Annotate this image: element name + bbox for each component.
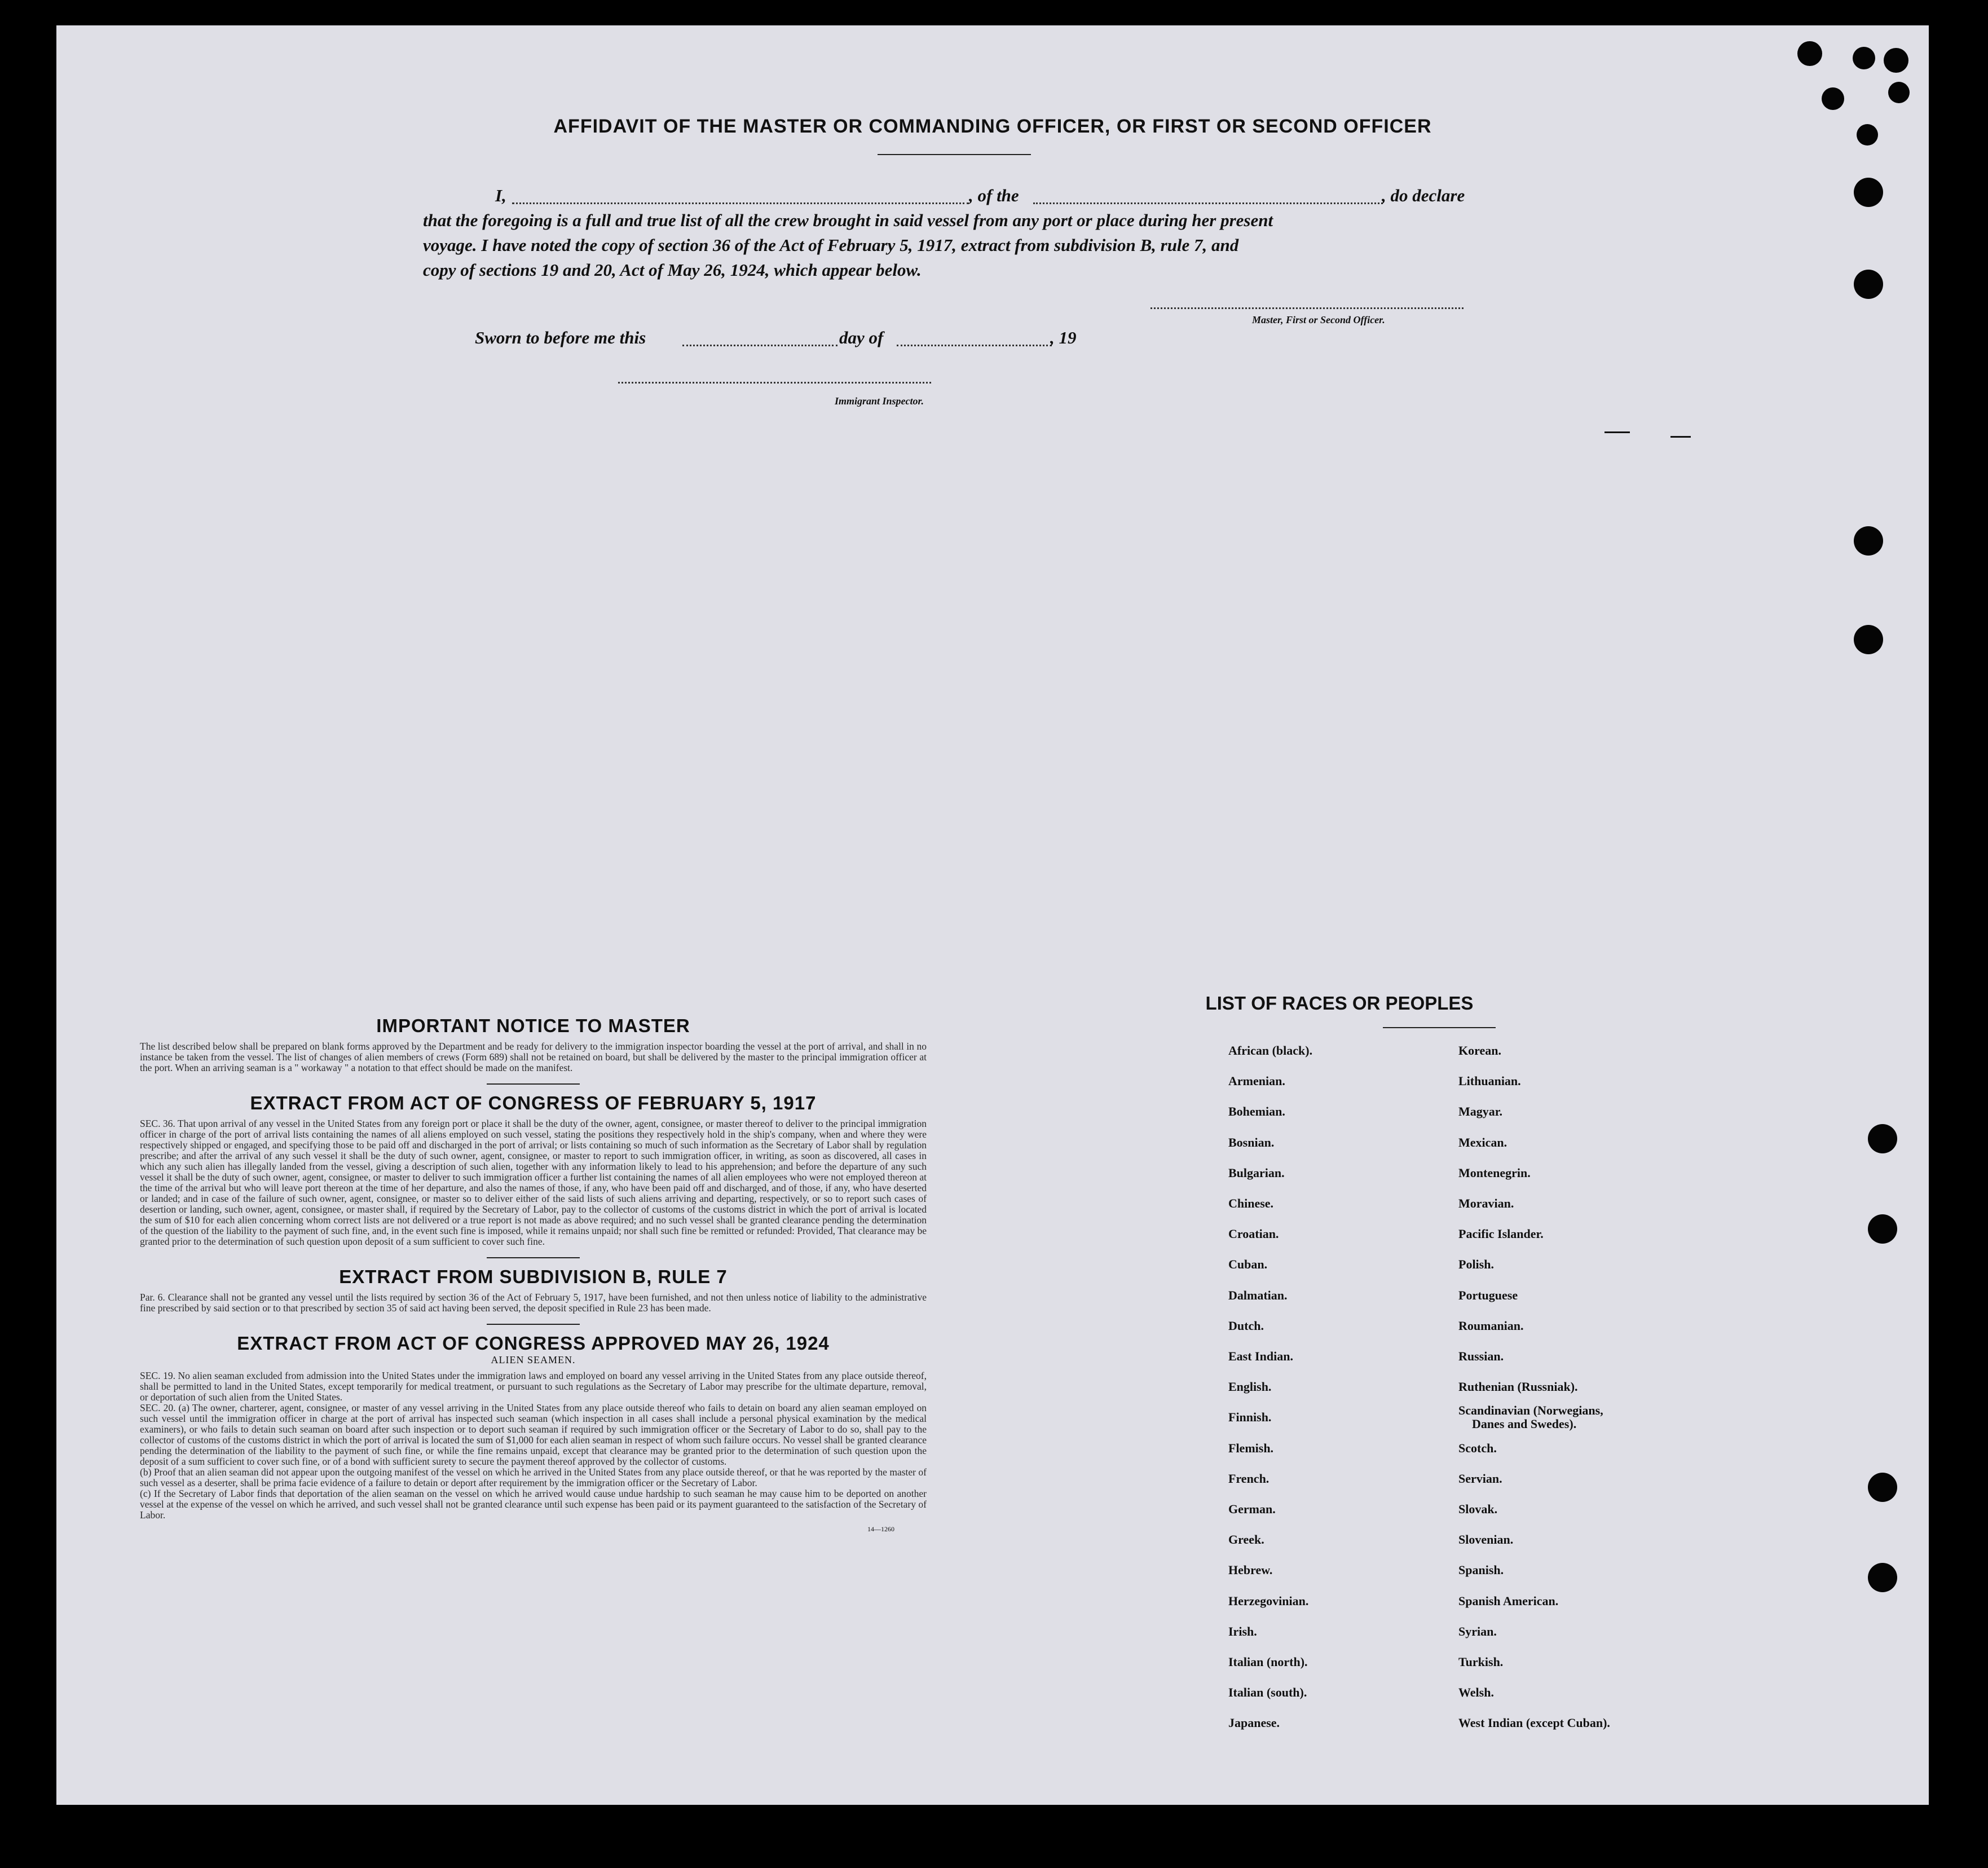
race-item-right: Portuguese bbox=[1458, 1288, 1518, 1302]
divider bbox=[487, 1257, 580, 1258]
act-1924-title: EXTRACT FROM ACT OF CONGRESS APPROVED MAY 26, 1924 bbox=[237, 1333, 830, 1354]
ink-blot bbox=[1857, 124, 1878, 146]
race-item-right: Spanish American. bbox=[1458, 1593, 1559, 1608]
race-item-left: Cuban. bbox=[1228, 1257, 1268, 1272]
binder-hole bbox=[1854, 625, 1883, 654]
affidavit-line-2: that the foregoing is a full and true list of all the crew brought in said vessel from any port or place during her present bbox=[423, 210, 1273, 230]
affidavit-declare: , do declare bbox=[1382, 186, 1465, 205]
race-item-right: Servian. bbox=[1458, 1471, 1502, 1486]
race-item-left: Bosnian. bbox=[1228, 1135, 1275, 1149]
legal-notices bbox=[140, 1015, 927, 1534]
race-item-right: Turkish. bbox=[1458, 1655, 1504, 1669]
race-item-left: Greek. bbox=[1228, 1532, 1264, 1547]
binder-hole bbox=[1868, 1563, 1897, 1592]
race-item-left: Japanese. bbox=[1228, 1716, 1280, 1730]
race-item-left: French. bbox=[1228, 1471, 1270, 1486]
vessel-blank[interactable] bbox=[1033, 202, 1383, 204]
races-right-column bbox=[1458, 1043, 1740, 1777]
binder-hole bbox=[1868, 1214, 1897, 1244]
binder-hole bbox=[1868, 1473, 1897, 1502]
race-item-right: Welsh. bbox=[1458, 1685, 1494, 1700]
race-item-left: Hebrew. bbox=[1228, 1563, 1273, 1578]
divider bbox=[487, 1083, 580, 1085]
inspector-signature-line[interactable] bbox=[618, 382, 931, 384]
affidavit-line-4: copy of sections 19 and 20, Act of May 26, 1924, which appear below. bbox=[423, 260, 922, 280]
race-item-right: Roumanian. bbox=[1458, 1318, 1524, 1333]
day-of-label: day of bbox=[839, 328, 884, 347]
affidavit-of-the: , of the bbox=[969, 186, 1019, 205]
affidavit-body bbox=[423, 186, 1526, 315]
race-item-right: West Indian (except Cuban). bbox=[1458, 1716, 1610, 1730]
race-item-left: East Indian. bbox=[1228, 1349, 1293, 1363]
master-signature-label: Master, First or Second Officer. bbox=[1252, 314, 1385, 325]
race-item-right: Ruthenian (Russniak). bbox=[1458, 1380, 1578, 1394]
binder-hole bbox=[1854, 270, 1883, 299]
year-prefix: , 19 bbox=[1050, 328, 1077, 347]
act-1924-sec20b: (b) Proof that an alien seaman did not appear upon the outgoing manifest of the vessel on which he arrived in the United States from any place outside thereof, or that he was reported by the master of such vessel as a deserter, shall be prima facie evidence of a failure to detain or deport after requirement by the immigration officer or the Secretary of Labor. bbox=[140, 1466, 927, 1488]
document-sheet bbox=[56, 25, 1929, 1805]
affidavit-title: AFFIDAVIT OF THE MASTER OR COMMANDING OFFICER, OR FIRST OR SECOND OFFICER bbox=[553, 116, 1432, 137]
stray-mark bbox=[1670, 436, 1691, 438]
race-item-right: Moravian. bbox=[1458, 1196, 1514, 1210]
race-item-left: Irish. bbox=[1228, 1624, 1257, 1638]
form-number: 14—1260 bbox=[867, 1525, 894, 1533]
day-blank[interactable] bbox=[682, 345, 837, 346]
race-item-right: Mexican. bbox=[1458, 1135, 1507, 1149]
binder-hole bbox=[1854, 526, 1883, 556]
sworn-prefix: Sworn to before me this bbox=[475, 328, 646, 347]
act-1924-sec19: SEC. 19. No alien seaman excluded from admission into the United States under the immigration laws and employed on board any vessel arriving in the United States from any place outside thereof, shall be permitted to land in the United States, except temporarily for medical treatment, or pursuant to such regulations as the Secretary of Labor may prescribe for the ultimate departure, removal, or deportation of such alien from the United States. bbox=[140, 1370, 927, 1403]
race-item-left: Bohemian. bbox=[1228, 1104, 1285, 1119]
race-item-right-continuation: Danes and Swedes). bbox=[1472, 1417, 1577, 1431]
race-item-right: Lithuanian. bbox=[1458, 1074, 1521, 1089]
act-1924-subtitle: ALIEN SEAMEN. bbox=[491, 1354, 576, 1365]
notice-title: IMPORTANT NOTICE TO MASTER bbox=[376, 1015, 690, 1036]
act-1924-sec20c: (c) If the Secretary of Labor finds that deportation of the alien seaman on the vessel on which he arrived would cause undue hardship to such seaman he may cause him to be deported on another vessel at the expense of the vessel on which he arrived, and such vessel shall not be granted clearance until such expense has been paid or its payment guaranteed to the satisfaction of the Secretary of Labor. bbox=[140, 1488, 927, 1521]
race-item-right: Russian. bbox=[1458, 1349, 1504, 1363]
race-item-right: Pacific Islander. bbox=[1458, 1227, 1544, 1241]
races-left-column bbox=[1228, 1043, 1443, 1777]
month-blank[interactable] bbox=[897, 345, 1052, 346]
race-item-left: Bulgarian. bbox=[1228, 1165, 1285, 1180]
race-item-left: Chinese. bbox=[1228, 1196, 1274, 1210]
rule-7-text: Par. 6. Clearance shall not be granted any vessel until the lists required by section 36 of the Act of February 5, 1917, have been furnished, and not then unless notice of liability to the administrative fine prescribed by said section or to that prescribed by section 35 of said act having been served, the deposit specified in Rule 23 has been made. bbox=[140, 1292, 927, 1314]
races-title: LIST OF RACES OR PEOPLES bbox=[1205, 993, 1474, 1014]
ink-blot bbox=[1797, 41, 1822, 66]
ink-blot bbox=[1888, 82, 1910, 103]
race-item-left: Italian (north). bbox=[1228, 1655, 1308, 1669]
binder-hole bbox=[1854, 178, 1883, 207]
affidavit-line-3: voyage. I have noted the copy of section 36 of the Act of February 5, 1917, extract from subdivision B, rule 7, and bbox=[423, 235, 1239, 255]
race-item-right: Scandinavian (Norwegians, bbox=[1458, 1403, 1603, 1418]
race-item-right: Scotch. bbox=[1458, 1440, 1497, 1455]
race-item-right: Slovenian. bbox=[1458, 1532, 1514, 1547]
race-item-left: Flemish. bbox=[1228, 1440, 1274, 1455]
race-item-right: Spanish. bbox=[1458, 1563, 1504, 1578]
race-item-right: Magyar. bbox=[1458, 1104, 1503, 1119]
act-1917-text: SEC. 36. That upon arrival of any vessel in the United States from any foreign port or place it shall be the duty of the owner, agent, consignee, or master thereof to deliver to the principal immigration officer in charge of the port of arrival lists containing the names of all aliens employed on such vessel, stating the positions they respectively hold in the ship's company, when and where they were respectively shipped or engaged, and specifying those to be paid off and discharged in the port of arrival; or lists containing so much of such information as the Secretary of Labor shall by regulation prescribe; and after the arrival of any such vessel it shall be the duty of such owner, agent, consignee, or master to report to such immigration officer, in writing, as soon as discovered, all cases in which any such alien has illegally landed from the vessel, giving a description of such alien, together with any information likely to lead to his apprehension; and before the departure of any such vessel it shall be the duty of such owner, agent, consignee, or master to deliver to such immigration officer a further list containing the names of all alien employees who were not employed thereon at the time of the arrival but who will leave port thereon at the time of her departure, and also the names of those, if any, who have been paid off and discharged, and of those, if any, who have deserted or landed; and in case of the failure of such owner, agent, consignee, or master so to deliver either of the said lists of such aliens arriving and departing, respectively, or so to report such cases of desertion or landing, such owner, agent, consignee, or master shall, if required by the Secretary of Labor, pay to the collector of customs of the customs district in which the port of arrival is located the sum of $10 for each alien concerning whom correct lists are not delivered or a true report is not made as above required; and no such vessel shall be granted clearance pending the determination of the question of the liability to the payment of such fine, and, in the event such fine is imposed, while it remains unpaid; nor shall such fine be remitted or refunded: Provided, That clearance may be granted prior to the determination of such question upon deposit of a sum sufficient to cover such fine. bbox=[140, 1118, 927, 1247]
ink-blot bbox=[1884, 48, 1908, 73]
race-item-left: Dalmatian. bbox=[1228, 1288, 1288, 1302]
ink-blot bbox=[1853, 47, 1875, 69]
act-1917-title: EXTRACT FROM ACT OF CONGRESS OF FEBRUARY 5, 1917 bbox=[250, 1092, 817, 1113]
race-item-right: Montenegrin. bbox=[1458, 1165, 1531, 1180]
master-signature-line[interactable] bbox=[1151, 307, 1464, 309]
race-item-left: African (black). bbox=[1228, 1043, 1313, 1058]
stray-mark bbox=[1604, 431, 1630, 433]
act-1924-sec20a: SEC. 20. (a) The owner, charterer, agent, consignee, or master of any vessel arriving in the United States from any place outside thereof who fails to detain on board any alien seaman employed on such vessel until the immigration officer in charge at the port of arrival has inspected such seaman (which inspection in all cases shall include a personal physical examination by the medical examiners), or who fails to detain such seaman on board after such inspection or to deport such seaman if required by such immigration officer or the Secretary of Labor to do so, shall pay to the collector of customs of the customs district in which the port of arrival is located the sum of $1,000 for each alien seaman in respect of whom such failure occurs. No vessel shall be granted clearance pending the determination of the liability to the payment of such fine, or while the fine remains unpaid, except that clearance may be granted prior to the determination of such question upon the deposit of a sum sufficient to cover such fine, or of a bond with sufficient surety to secure the payment thereof approved by the collector of customs. bbox=[140, 1402, 927, 1467]
binder-hole bbox=[1868, 1124, 1897, 1153]
race-item-right: Korean. bbox=[1458, 1043, 1501, 1058]
name-blank[interactable] bbox=[512, 202, 969, 204]
race-item-left: English. bbox=[1228, 1380, 1272, 1394]
race-item-left: Croatian. bbox=[1228, 1227, 1279, 1241]
races-divider bbox=[1383, 1027, 1496, 1028]
race-item-left: Finnish. bbox=[1228, 1410, 1272, 1425]
race-item-left: Italian (south). bbox=[1228, 1685, 1307, 1700]
race-item-left: Dutch. bbox=[1228, 1318, 1264, 1333]
race-item-left: Armenian. bbox=[1228, 1074, 1285, 1089]
race-item-left: German. bbox=[1228, 1502, 1276, 1516]
race-item-right: Syrian. bbox=[1458, 1624, 1497, 1638]
notice-text: The list described below shall be prepared on blank forms approved by the Department and be ready for delivery to the immigration inspector boarding the vessel at the port of arrival, and shall in no instance be taken from the vessel. The list of changes of alien members of crews (Form 689) shall not be retained on board, but shall be delivered by the master to the principal immigration officer at the port. When an arriving seaman is a " workaway " a notation to that effect should be made on the manifest. bbox=[140, 1041, 927, 1073]
rule-7-title: EXTRACT FROM SUBDIVISION B, RULE 7 bbox=[339, 1266, 728, 1287]
race-item-right: Polish. bbox=[1458, 1257, 1494, 1272]
title-divider bbox=[878, 154, 1031, 155]
ink-blot bbox=[1822, 87, 1844, 110]
sworn-line bbox=[423, 328, 1526, 356]
race-item-left: Herzegovinian. bbox=[1228, 1593, 1309, 1608]
affidavit-i: I, bbox=[495, 186, 506, 205]
race-item-right: Slovak. bbox=[1458, 1502, 1498, 1516]
inspector-label: Immigrant Inspector. bbox=[835, 395, 924, 407]
divider bbox=[487, 1324, 580, 1325]
